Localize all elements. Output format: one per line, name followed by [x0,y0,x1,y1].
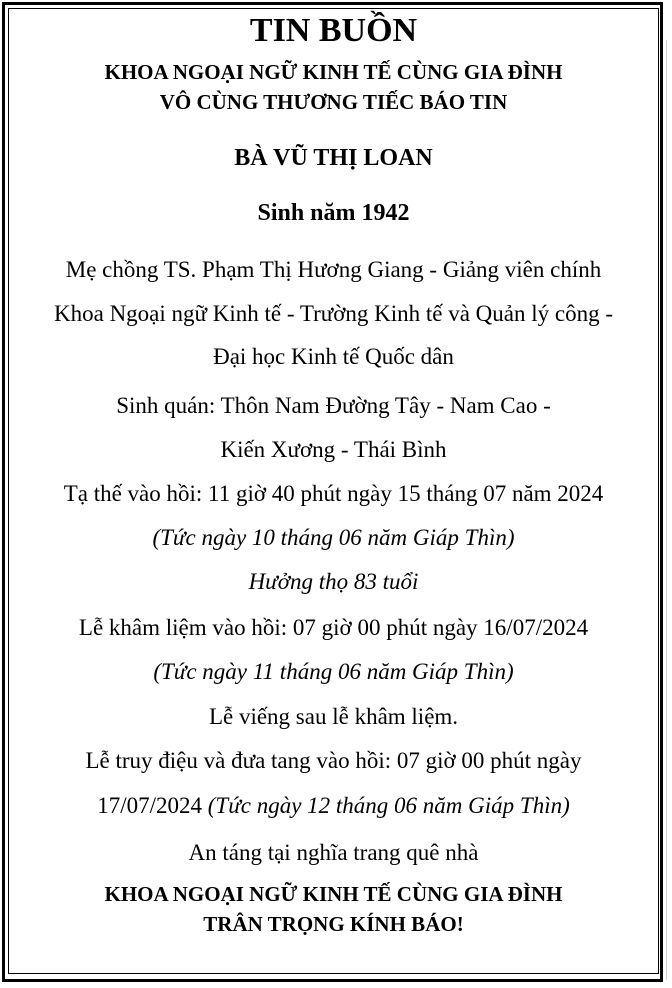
funeral-line-2 [8,791,659,821]
footer-line-2: TRÂN TRỌNG KÍNH BÁO! [203,912,464,936]
hometown-line-1: Sinh quán: Thôn Nam Đường Tây - Nam Cao - [116,393,551,418]
relation-line-2: Khoa Ngoại ngữ Kinh tế - Trường Kinh tế và Quản lý công - [54,301,613,326]
visitation-text: Lễ viếng sau lễ khâm liệm. [208,704,459,729]
hometown-line-2: Kiến Xương - Thái Bình [220,437,447,462]
page-edge [666,0,672,988]
birth-year: Sinh năm 1942 [257,200,410,226]
encoffining-lunar-date: (Tức ngày 11 tháng 06 năm Giáp Thìn) [153,659,514,684]
relation-line-3: Đại học Kinh tế Quốc dân [213,344,454,369]
burial-text: An táng tại nghĩa trang quê nhà [188,840,479,865]
age-text: Hưởng thọ 83 tuổi [248,569,419,594]
relation-line-1: Mẹ chồng TS. Phạm Thị Hương Giang - Giảng viên chính [65,257,602,282]
header-line-1: KHOA NGOẠI NGỮ KINH TẾ CÙNG GIA ĐÌNH [104,60,563,84]
notice-title: TIN BUỒN [249,12,418,49]
death-lunar-date: (Tức ngày 10 tháng 06 năm Giáp Thìn) [152,525,515,550]
death-time: Tạ thế vào hồi: 11 giờ 40 phút ngày 15 tháng 07 năm 2024 [63,481,604,506]
encoffining-time: Lễ khâm liệm vào hồi: 07 giờ 00 phút ngày 16/07/2024 [78,615,589,640]
footer-line-1: KHOA NGOẠI NGỮ KINH TẾ CÙNG GIA ĐÌNH [104,882,563,906]
header-line-2: VÔ CÙNG THƯƠNG TIẾC BÁO TIN [159,90,508,114]
funeral-line-1: Lễ truy điệu và đưa tang vào hồi: 07 giờ 00 phút ngày [85,748,582,773]
funeral-date: 17/07/2024 [97,793,202,818]
deceased-name: BÀ VŨ THỊ LOAN [234,145,433,171]
funeral-lunar-date: (Tức ngày 12 tháng 06 năm Giáp Thìn) [207,793,570,818]
